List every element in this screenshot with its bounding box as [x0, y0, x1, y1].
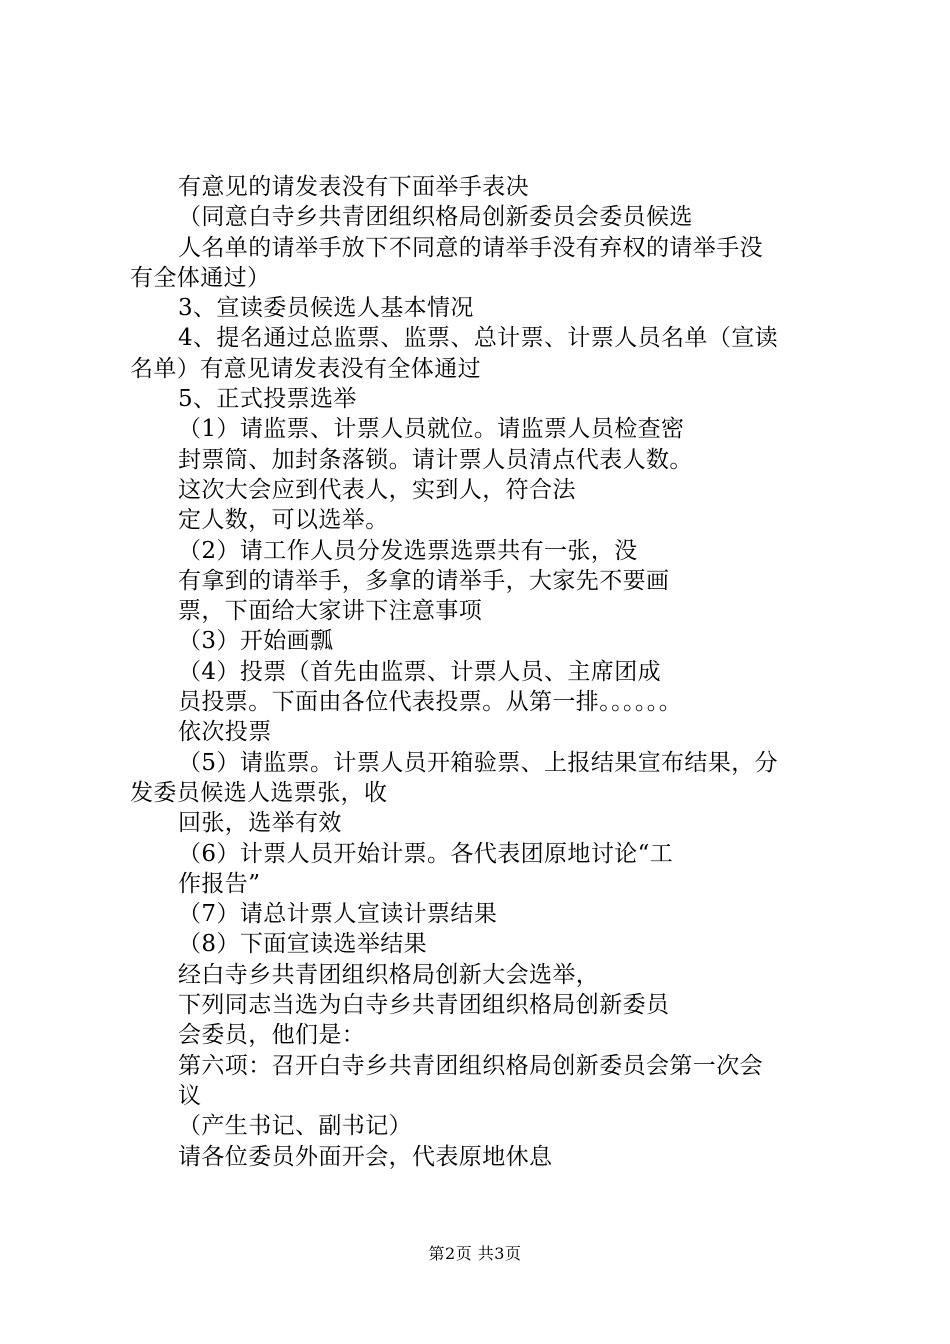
text-line: 票，下面给大家讲下注意事项 — [178, 598, 483, 625]
text-line: 会委员，他们是： — [178, 1022, 366, 1049]
text-line: 员投票。下面由各位代表投票。从第一排。。。。。。 — [178, 689, 683, 716]
text-line: 依次投票 — [178, 719, 272, 746]
text-line: （7）请总计票人宣读计票结果 — [178, 901, 498, 928]
text-line: 3、宣读委员候选人基本情况 — [178, 295, 474, 322]
text-line: 经白寺乡共青团组织格局创新大会选举， — [178, 961, 600, 988]
text-line: 封票筒、加封条落锁。请计票人员清点代表人数。 — [178, 446, 693, 473]
text-line: 这次大会应到代表人，实到人，符合法 — [178, 476, 576, 503]
text-line: （3）开始画瓢 — [178, 628, 334, 655]
text-line: 有全体通过） — [130, 264, 271, 291]
text-line: 议 — [178, 1082, 202, 1109]
text-line: 回张，选举有效 — [178, 810, 342, 837]
text-line: 5、正式投票选举 — [178, 386, 357, 413]
text-line: 下列同志当选为白寺乡共青团组织格局创新委员 — [178, 992, 670, 1019]
text-line: 定人数，可以选举。 — [178, 507, 389, 534]
text-line: （4）投票（首先由监票、计票人员、主席团成 — [178, 658, 662, 685]
text-line: 4、提名通过总监票、监票、总计票、计票人员名单（宣读 — [178, 325, 779, 352]
text-line: （6）计票人员开始计票。各代表团原地讨论“工 — [178, 840, 674, 867]
text-line: 有意见的请发表没有下面举手表决 — [178, 174, 529, 200]
text-line: 请各位委员外面开会，代表原地休息 — [178, 1143, 553, 1170]
text-line: 名单）有意见请发表没有全体通过 — [130, 355, 481, 382]
text-line: （同意白寺乡共青团组织格局创新委员会委员候选 — [178, 204, 693, 231]
text-line: 人名单的请举手放下不同意的请举手没有弃权的请举手没 — [178, 234, 763, 261]
text-line: （产生书记、副书记） — [178, 1113, 412, 1140]
text-line: （1）请监票、计票人员就位。请监票人员检查密 — [178, 416, 685, 443]
text-line: （5）请监票。计票人员开箱验票、上报结果宣布结果，分 — [178, 749, 779, 776]
page-number-footer: 第2页 共3页 — [428, 1244, 522, 1263]
document-body — [130, 172, 835, 1172]
text-line: 发委员候选人选票张，收 — [130, 779, 388, 806]
text-line: （8）下面宣读选举结果 — [178, 931, 428, 958]
text-line: （2）请工作人员分发选票选票共有一张，没 — [178, 537, 638, 564]
text-line: 作报告” — [178, 870, 261, 897]
text-line: 有拿到的请举手，多拿的请举手，大家先不要画 — [178, 567, 670, 594]
text-line: 第六项：召开白寺乡共青团组织格局创新委员会第一次会 — [178, 1052, 763, 1079]
